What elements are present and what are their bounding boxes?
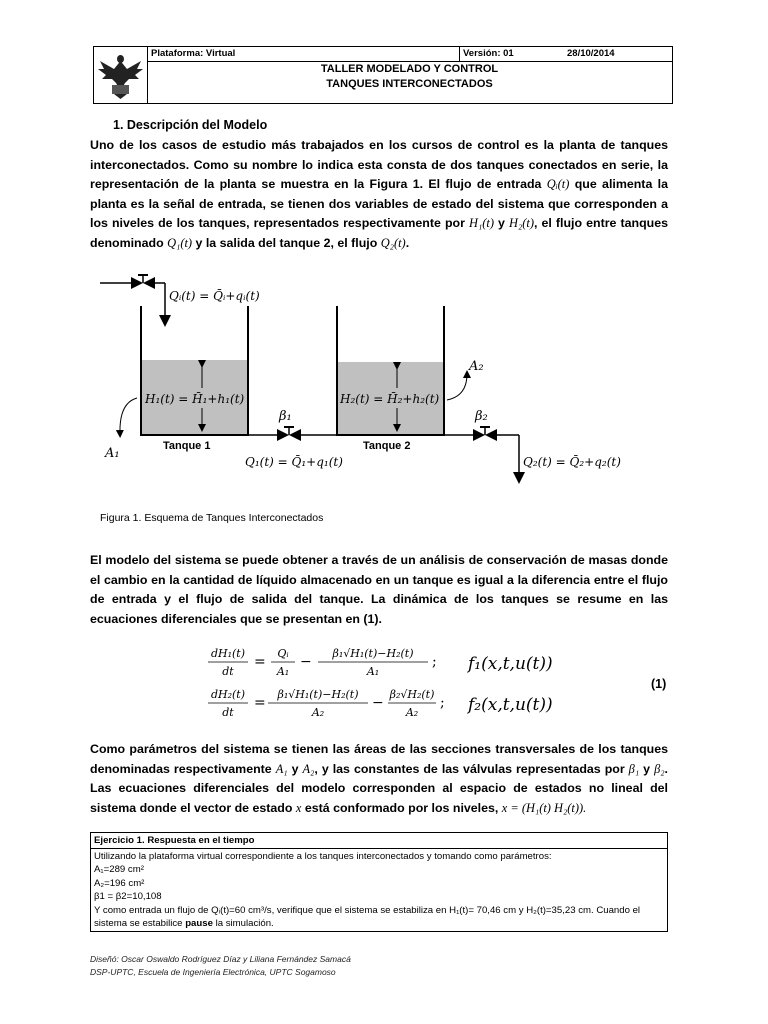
a2-pointer xyxy=(447,374,467,400)
svg-text:=: = xyxy=(254,695,266,711)
eq2-a-num: β₁√H₁(t)−H₂(t) xyxy=(277,688,359,701)
intro-paragraph xyxy=(90,136,668,254)
section-title: 1. Descripción del Modelo xyxy=(113,118,268,132)
p1-math-qi: Qᵢ(t) xyxy=(546,177,570,192)
eq1-b-den: A₁ xyxy=(366,665,380,678)
eq2-lhs-den: dt xyxy=(222,706,234,719)
eq1-lhs-num: dH₁(t) xyxy=(210,647,246,660)
p3-math-a2: A₂ xyxy=(302,761,315,776)
q1-label: Q₁(t) = Q̄₁+q₁(t) xyxy=(245,455,343,469)
valve-beta1-icon xyxy=(277,427,301,441)
svg-text:−: − xyxy=(300,654,312,670)
p3-text-1: Como parámetros del sistema se tienen las áreas de las secciones transversales de los tanques denominadas respectivamente xyxy=(90,742,668,776)
eq1-function: f₁(x,t,u(t)) xyxy=(468,654,553,674)
svg-text:;: ; xyxy=(440,695,445,711)
differential-equations xyxy=(200,640,580,724)
valve-beta2-icon xyxy=(473,427,497,441)
eq1-a-den: A₁ xyxy=(276,665,290,678)
version-label: Versión: 01 xyxy=(463,48,514,59)
p3-text-5: . Las ecuaciones diferenciales del modelo corresponden al espacio de estados no lineal del sistema donde el vector de estado xyxy=(90,761,668,815)
footer-line-1: Diseñó: Oscar Oswaldo Rodríguez Díaz y Liliana Fernández Samacá xyxy=(90,954,351,964)
exercise-line-5c: la simulación. xyxy=(212,918,274,930)
p3-math-b2: β₂ xyxy=(654,761,665,776)
svg-text:;: ; xyxy=(432,654,437,670)
eq2-function: f₂(x,t,u(t)) xyxy=(468,695,553,715)
model-paragraph: El modelo del sistema se puede obtener a través de un análisis de conservación de masas donde el cambio en la cantidad de líquido almacenado en un tanque es igual a la diferencia entre el flujo de entrada y el flujo de salida del tanque. La dinámica de los tanques se resume en las ecuaciones diferenciales que se presentan en (1). xyxy=(90,553,668,626)
p3-math-b1: β₁ xyxy=(628,761,640,776)
eq1-a-num: Qᵢ xyxy=(277,647,289,660)
tank1-label: Tanque 1 xyxy=(163,440,211,452)
p1-math-h2: H₂(t) xyxy=(509,216,534,231)
eq2-b-den: A₂ xyxy=(405,706,419,719)
figure-caption: Figura 1. Esquema de Tanques Interconectados xyxy=(100,512,324,524)
exercise-pause-word: pause xyxy=(185,918,213,930)
a1-pointer xyxy=(120,398,137,434)
p1-text-4: , el flujo entre tanques denominado xyxy=(90,216,669,250)
exercise-line-1: Utilizando la plataforma virtual correspondiente a los tanques interconectados y tomando como parámetros: xyxy=(94,851,552,862)
title-line-1: TALLER MODELADO Y CONTROL xyxy=(320,63,499,75)
exercise-line-4: β1 = β2=10,108 xyxy=(94,891,162,903)
p3-math-a1: A₁ xyxy=(275,761,288,776)
equation-number: (1) xyxy=(651,677,667,691)
eq2-lhs-num: dH₂(t) xyxy=(210,688,246,701)
parameters-paragraph xyxy=(90,740,668,818)
p1-math-h1: H₁(t) xyxy=(469,216,494,231)
exercise-line-5a: Y como entrada un flujo de Qᵢ(t)=60 cm³/s, verifique que el sistema se estabiliza en H₁(t)= 70,46 cm y H₂(t)=35,23 cm. Cuando el sistema se estabilice xyxy=(94,904,641,930)
p1-text-6: . xyxy=(405,235,410,250)
title-line-2: TANQUES INTERCONECTADOS xyxy=(326,78,493,90)
p3-text-6: está conformado por los niveles, xyxy=(301,800,502,815)
p3-text-2: y xyxy=(287,761,303,776)
header-info-row xyxy=(147,47,672,62)
p3-text-4: y xyxy=(639,761,655,776)
beta2-label: β₂ xyxy=(475,409,488,424)
svg-text:−: − xyxy=(372,695,384,711)
p1-text-1: Uno de los casos de estudio más trabajados en los cursos de control es la planta de tanques interconectados. Como su nombre lo indica esta consta de dos tanques conectados en serie, la representación de la planta se muestra en la Figura 1. El flujo de entrada xyxy=(90,138,668,192)
exercise-line-5 xyxy=(94,904,664,931)
footer-line-2: DSP-UPTC, Escuela de Ingeniería Electrónica, UPTC Sogamoso xyxy=(90,967,336,977)
tanks-diagram xyxy=(95,268,655,493)
p1-math-q1: Q₁(t) xyxy=(167,235,193,250)
eq1-b-num: β₁√H₁(t)−H₂(t) xyxy=(332,647,414,660)
eq2-b-num: β₂√H₂(t) xyxy=(389,688,435,701)
p1-text-2: que alimenta la planta es la señal de entrada, se tienen dos variables de estado del sistema que corresponden a los niveles de los tanques, representados respectivamente por xyxy=(90,177,668,231)
eq1-lhs-den: dt xyxy=(222,665,234,678)
exercise-line-3: A₂=196 cm² xyxy=(94,877,145,889)
exercise-body xyxy=(91,849,667,931)
platform-label: Plataforma: Virtual xyxy=(147,47,460,61)
p3-math-x: x xyxy=(295,800,302,815)
h2-label: H₂(t) = H̄₂+h₂(t) xyxy=(340,392,440,406)
inlet-valve-icon xyxy=(131,275,155,289)
svg-text:=: = xyxy=(254,654,266,670)
q2-label: Q₂(t) = Q̄₂+q₂(t) xyxy=(523,455,621,469)
p1-text-3: y xyxy=(493,216,510,231)
p3-text-3: , y las constantes de las válvulas representadas por xyxy=(314,761,629,776)
a1-label: A₁ xyxy=(105,446,120,461)
exercise-title: Ejercicio 1. Respuesta en el tiempo xyxy=(91,833,667,849)
a2-label: A₂ xyxy=(469,359,484,374)
eq2-a-den: A₂ xyxy=(311,706,325,719)
document-footer xyxy=(90,953,351,979)
university-logo xyxy=(94,47,148,103)
qi-label: Qᵢ(t) = Q̄ᵢ+qᵢ(t) xyxy=(169,289,260,303)
p3-math-state-vector: x = (H₁(t) H₂(t)). xyxy=(501,800,587,815)
beta1-label: β₁ xyxy=(279,409,292,424)
document-title xyxy=(147,62,672,92)
exercise-box xyxy=(90,832,668,932)
p1-math-q2: Q₂(t) xyxy=(380,235,406,250)
h1-label: H₁(t) = H̄₁+h₁(t) xyxy=(145,392,245,406)
document-header xyxy=(93,46,673,104)
p1-text-5: y la salida del tanque 2, el flujo xyxy=(192,235,381,250)
date-label: 28/10/2014 xyxy=(567,48,615,59)
tank2-label: Tanque 2 xyxy=(363,440,411,452)
exercise-line-2: A₁=289 cm² xyxy=(94,864,144,876)
